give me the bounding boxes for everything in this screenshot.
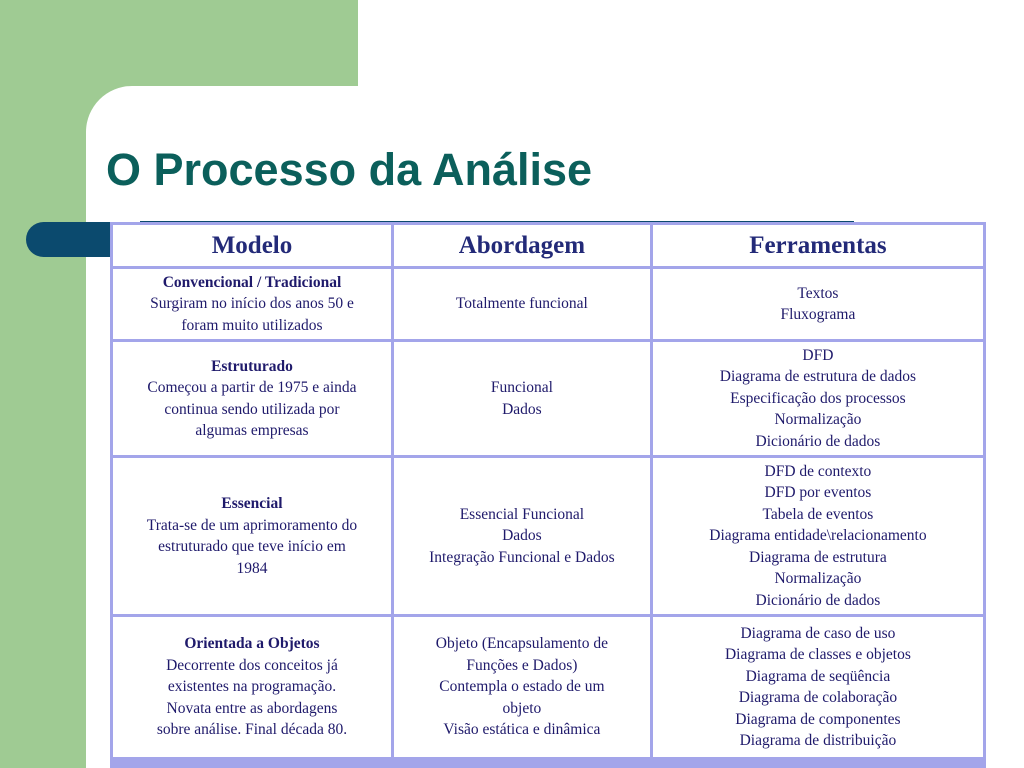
ferramenta-item: Especificação dos processos xyxy=(730,389,906,407)
cell-abordagem xyxy=(394,269,650,339)
abordagem-line: Totalmente funcional xyxy=(455,295,588,313)
ferramenta-item: Tabela de eventos xyxy=(762,505,874,523)
cell-abordagem xyxy=(394,617,650,757)
ferramenta-item: Diagrama de classes e objetos xyxy=(724,646,911,663)
ferramenta-item: Diagrama de distribuição xyxy=(739,732,897,749)
header-abordagem: Abordagem xyxy=(394,225,650,266)
slide-title: O Processo da Análise xyxy=(106,144,593,195)
comparison-table xyxy=(110,222,986,760)
cell-abordagem xyxy=(394,342,650,455)
comparison-table-wrapper xyxy=(110,222,986,768)
abordagem-line: objeto xyxy=(502,699,542,717)
ferramenta-item: Diagrama de seqüência xyxy=(745,667,891,685)
abordagem-line: Essencial Funcional xyxy=(459,505,585,523)
table-row xyxy=(113,269,983,339)
modelo-title: Essencial xyxy=(221,495,283,512)
cell-modelo xyxy=(113,458,391,614)
modelo-desc-line: Começou a partir de 1975 e ainda xyxy=(147,379,357,396)
ferramenta-item: Diagrama de colaboração xyxy=(738,689,898,706)
abordagem-line: Integração Funcional e Dados xyxy=(429,548,615,566)
modelo-desc-line: Surgiram no início dos anos 50 e xyxy=(150,295,354,313)
modelo-desc-line: algumas empresas xyxy=(195,422,309,439)
cell-abordagem xyxy=(394,458,650,614)
table-row xyxy=(113,342,983,455)
cell-ferramentas xyxy=(653,617,983,757)
ferramenta-item: Diagrama entidade\relacionamento xyxy=(709,527,927,545)
table-row xyxy=(113,617,983,757)
modelo-desc-line: estruturado que teve início em xyxy=(158,538,346,555)
ferramenta-item: Dicionário de dados xyxy=(755,432,881,450)
abordagem-line: Dados xyxy=(502,527,542,545)
ferramenta-item: Dicionário de dados xyxy=(755,591,881,609)
abordagem-line: Dados xyxy=(502,400,542,418)
cell-ferramentas xyxy=(653,269,983,339)
modelo-desc-line: foram muito utilizados xyxy=(181,316,323,334)
modelo-desc-line: Trata-se de um aprimoramento do xyxy=(146,516,358,534)
abordagem-line: Funções e Dados) xyxy=(466,656,578,674)
modelo-title: Convencional / Tradicional xyxy=(162,273,342,291)
modelo-desc-line: existentes na programação. xyxy=(167,678,337,696)
ferramenta-item: Normalização xyxy=(774,570,862,588)
ferramenta-item: Diagrama de estrutura de dados xyxy=(719,368,917,386)
ferramenta-item: Diagrama de caso de uso xyxy=(740,624,896,642)
modelo-desc-line: Decorrente dos conceitos já xyxy=(166,656,338,674)
modelo-desc-line: Novata entre as abordagens xyxy=(166,699,338,717)
abordagem-line: Objeto (Encapsulamento de xyxy=(435,635,608,653)
abordagem-line: Funcional xyxy=(490,379,553,396)
ferramenta-item: Fluxograma xyxy=(780,306,856,323)
modelo-title: Orientada a Objetos xyxy=(184,635,320,653)
ferramenta-item: DFD xyxy=(802,346,834,364)
cell-modelo xyxy=(113,617,391,757)
ferramenta-item: DFD de contexto xyxy=(764,462,872,480)
abordagem-line: Visão estática e dinâmica xyxy=(443,721,601,739)
ferramenta-item: Diagrama de estrutura xyxy=(749,548,887,566)
header-ferramentas: Ferramentas xyxy=(653,225,983,266)
ferramenta-item: DFD por eventos xyxy=(764,484,872,502)
ferramenta-item: Normalização xyxy=(774,411,862,429)
abordagem-line: Contempla o estado de um xyxy=(439,678,605,696)
header-modelo: Modelo xyxy=(113,225,391,266)
cell-ferramentas xyxy=(653,458,983,614)
modelo-desc-line: 1984 xyxy=(236,559,268,577)
ferramenta-item: Textos xyxy=(797,284,839,302)
modelo-desc-line: continua sendo utilizada por xyxy=(164,400,340,418)
table-header-row xyxy=(113,225,983,266)
cell-modelo xyxy=(113,269,391,339)
ferramenta-item: Diagrama de componentes xyxy=(735,710,901,728)
table-row xyxy=(113,458,983,614)
modelo-title: Estruturado xyxy=(211,357,293,375)
cell-ferramentas xyxy=(653,342,983,455)
cell-modelo xyxy=(113,342,391,455)
modelo-desc-line: sobre análise. Final década 80. xyxy=(156,721,348,739)
